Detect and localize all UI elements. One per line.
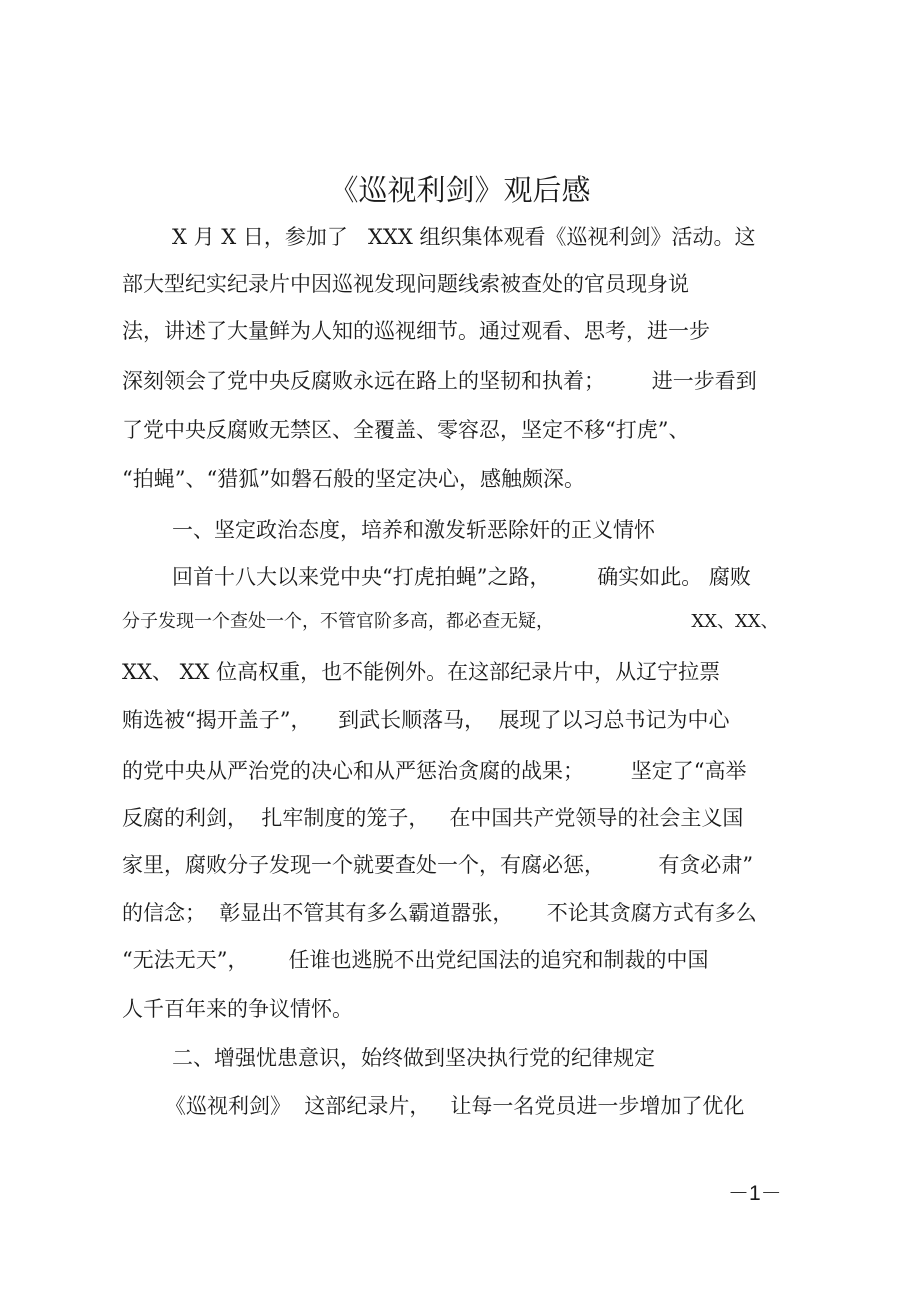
body-line: 贿选被“揭开盖子”， 到武长顺落马， 展现了以习总书记为中心 [122, 708, 730, 732]
body-line: 的信念； 彰显出不管其有多么霸道嚣张， 不论其贪腐方式有多么 [122, 901, 757, 925]
body-line: 反腐的利剑， 扎牢制度的笼子， 在中国共产党领导的社会主义国 [122, 806, 744, 830]
body-line: “无法无天”， 任谁也逃脱不出党纪国法的追究和制裁的中国 [122, 948, 709, 972]
body-line: 的党中央从严治党的决心和从严惩治贪腐的战果； 坚定了“高举 [122, 759, 747, 783]
page-number: －1－ [728, 1182, 782, 1205]
body-line: 深刻领会了党中央反腐败永远在路上的坚韧和执着； 进一步看到 [122, 369, 757, 393]
document-title: 《巡视利剑》观后感 [329, 173, 591, 207]
section-heading-1: 一、坚定政治态度，培养和激发斩恶除奸的正义情怀 [172, 518, 655, 542]
body-line: 回首十八大以来党中央“打虎拍蝇”之路， 确实如此。 腐败 [172, 565, 751, 589]
body-line: XX、 XX 位高权重，也不能例外。在这部纪录片中，从辽宁拉票 [122, 660, 721, 684]
body-line: 人千百年来的争议情怀。 [122, 997, 353, 1021]
body-line: X 月 X 日，参加了 XXX 组织集体观看《巡视利剑》活动。这 [172, 225, 756, 249]
section-heading-2: 二、增强忧患意识，始终做到坚决执行党的纪律规定 [172, 1046, 655, 1070]
body-line: 分子发现一个查处一个，不管官阶多高，都必查无疑， XX、XX、 [122, 611, 779, 632]
body-line: “拍蝇”、“猎狐”如磐石般的坚定决心，感触颇深。 [122, 467, 585, 491]
body-line: 部大型纪实纪录片中因巡视发现问题线索被查处的官员现身说 [122, 272, 689, 296]
body-line: 法，讲述了大量鲜为人知的巡视细节。通过观看、思考，进一步 [122, 319, 710, 343]
body-line: 了党中央反腐败无禁区、全覆盖、零容忍，坚定不移“打虎”、 [122, 418, 690, 442]
body-line: 《巡视利剑》 这部纪录片， 让每一名党员进一步增加了优化 [165, 1094, 745, 1118]
body-line: 家里，腐败分子发现一个就要查处一个，有腐必惩， 有贪必肃” [122, 853, 754, 877]
